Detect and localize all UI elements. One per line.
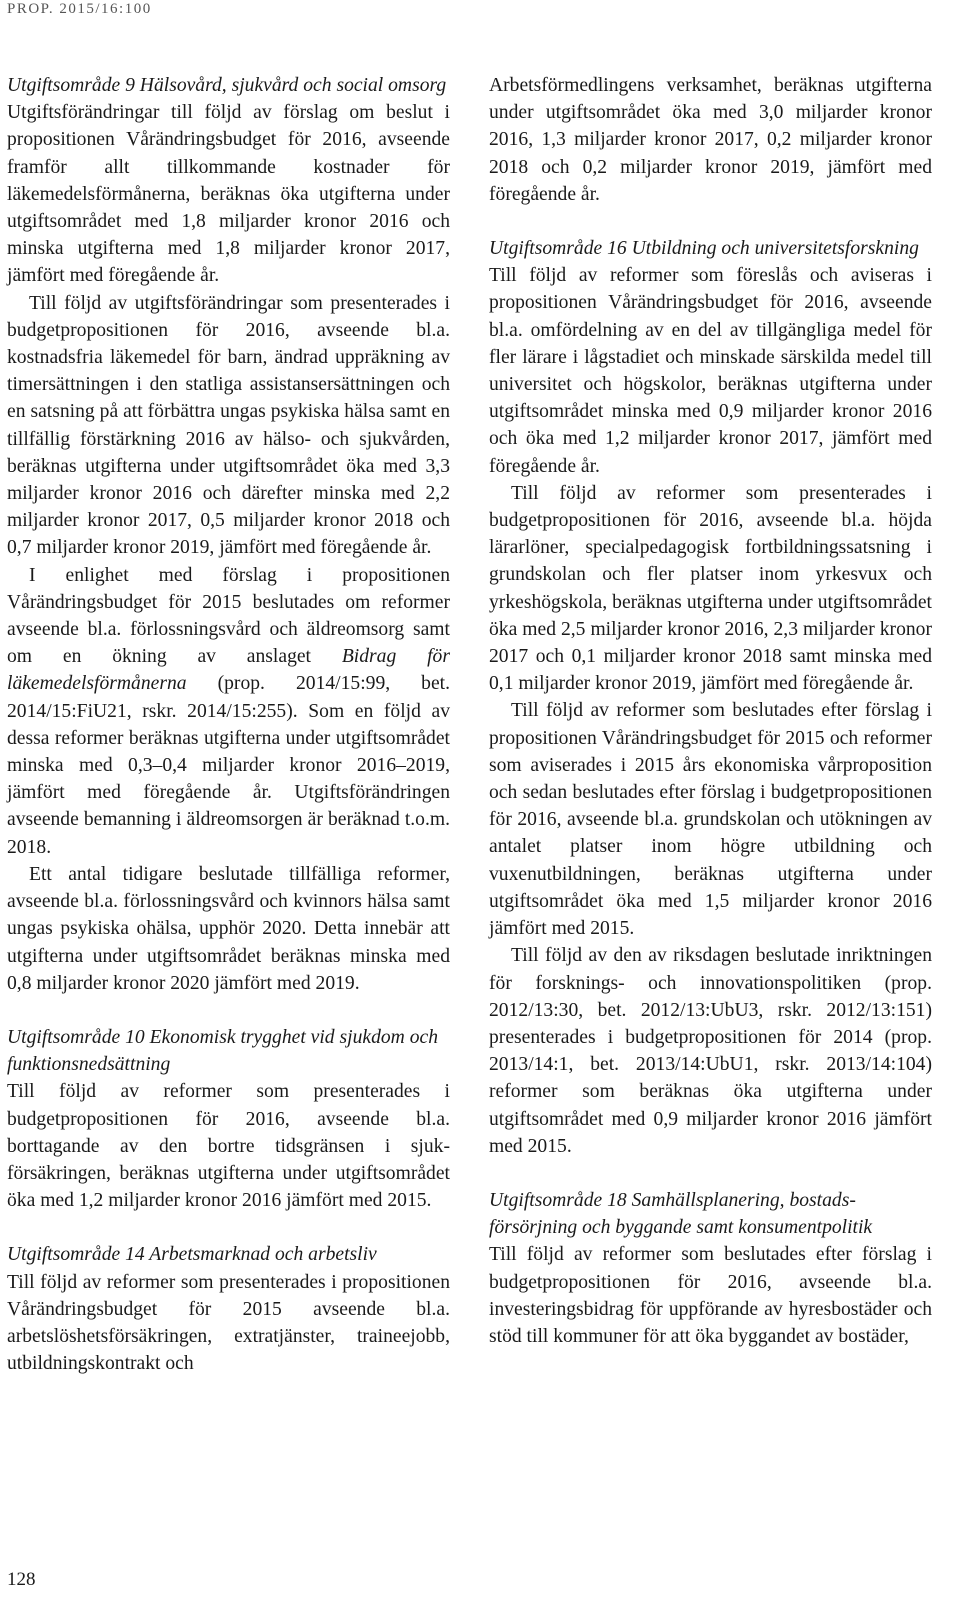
paragraph: Till följd av reformer som beslutades efter förslag i propositionen Vårändringsbudget för 2015 och reformer som aviserades i 2015 års ekonomiska vårproposition och sedan beslutades efter förslag i budgetpropositionen för 2016, avseende bl.a. grundskolan och utökningen av antalet platser inom högre utbildning och vuxenutbildningen, beräknas utgifterna under utgiftsområdet öka med 1,5 miljarder kronor 2016 jämfört med 2015. (489, 700, 932, 940)
section-heading-uo9: Utgiftsområde 9 Hälsovård, sjukvård och social omsorg (7, 75, 447, 96)
section-heading-uo16: Utgiftsområde 16 Utbildning och universitetsforskning (489, 238, 919, 260)
paragraph: Till följd av reformer som presenterades i budgetpropositionen för 2016, avseende bl.a. borttagande av den bortre tidsgränsen i sjukförsäkringen, beräknas utgifterna under utgiftsområdet öka med 1,2 miljarder kronor 2016 jämfört med 2015. (7, 1081, 450, 1212)
paragraph: Ett antal tidigare beslutade tillfälliga reformer, avseende bl.a. förlossningsvård och kvinnors hälsa samt ungas psykiska ohälsa, upphör 2020. Detta innebär att utgifterna under utgiftsområdet beräknas minska med 0,8 miljarder kronor 2020 jämfört med 2019. (7, 863, 450, 994)
section-heading-uo14: Utgiftsområde 14 Arbetsmarknad och arbetsliv (7, 1244, 377, 1266)
paragraph: Till följd av reformer som föreslås och aviseras i propositionen Vårändringsbudget för 2016, avseende bl.a. omfördelning av en del av tillgängliga medel för fler lärare i lågstadiet och minskade särskilda medel till universitet och högskolor, beräknas utgifterna under utgiftsområdet minska med 0,9 miljarder kronor 2016 och öka med 1,2 miljarder kronor 2017, jämfört med föregående år. (489, 265, 932, 477)
left-column (7, 72, 450, 1377)
paragraph: Till följd av reformer som presenterades i propositionen Vårändringsbudget för 2015 avseende bl.a. arbetslöshetsförsäkringen, extratjänster, traineejobb, utbildningskontrakt och (7, 1271, 450, 1375)
paragraph: Arbetsförmedlingens verksamhet, beräknas utgifterna under utgiftsområdet öka med 3,0 miljarder kronor 2016, 1,3 miljarder kronor 2017, 0,2 miljarder kronor 2018 och 0,2 miljarder kronor 2019, jämfört med föregående år. (489, 75, 932, 205)
paragraph: Till följd av den av riksdagen beslutade inriktningen för forsknings- och innovationspolitiken (prop. 2012/13:30, bet. 2012/13:UbU3, rskr. 2012/13:151) presenterades i budgetpropositionen för 2014 (prop. 2013/14:1, bet. 2013/14:UbU1, rskr. 2013/14:104) reformer som beräknas öka utgifterna under utgiftsområdet med 0,9 miljarder kronor 2016 jämfört med 2015. (489, 945, 932, 1157)
paragraph-text: (prop. 2014/15:99, bet. 2014/15:FiU21, rskr. 2014/15:255). Som en följd av dessa reformer beräknas utgifterna under utgiftsområdet minska med 0,3–0,4 miljarder kronor 2016–2019, jämfört med föregående år. Utgiftsförändringen avseende bemanning i äldreomsorgen är beräknad t.o.m. 2018. (7, 673, 450, 858)
paragraph: Till följd av reformer som beslutades efter förslag i budgetpropositionen för 2016, avseende bl.a. investeringsbidrag för uppförande av hyresbostäder och stöd till kommuner för att öka byggandet av bostäder, (489, 1244, 932, 1347)
paragraph (7, 562, 450, 861)
right-column (489, 72, 932, 1350)
paragraph: Utgiftsförändringar till följd av förslag om beslut i propositionen Vårändringsbudget för 2016, avseende framför allt tillkommande kostnader för läkemedelsförmånerna, beräknas öka utgifterna under utgiftsområdet med 1,8 miljarder kronor 2016 och minska utgifterna med 1,8 miljarder kronor 2017, jämfört med föregående år. (7, 102, 450, 287)
page-number: 128 (7, 1569, 36, 1590)
section-heading-uo10: Utgiftsområde 10 Ekonomisk trygghet vid sjukdom och funktionsnedsättning (7, 1026, 438, 1076)
running-head: PROP. 2015/16:100 (7, 1, 152, 17)
section-heading-uo18: Utgiftsområde 18 Samhällsplanering, bostadsförsörjning och byggande samt konsumentpolitik (489, 1189, 873, 1239)
paragraph: Till följd av reformer som presenterades i budgetpropositionen för 2016, avseende bl.a. höjda lärarlöner, specialpedagogisk fortbildningssatsning i grundskolan och fler platser inom yrkesvux och yrkeshögskola, beräknas utgifterna under utgiftsområdet öka med 2,5 miljarder kronor 2016, 2,3 miljarder kronor 2017 och 0,1 miljarder kronor 2018 samt minska med 0,1 miljarder kronor 2019, jämfört med föregående år. (489, 482, 932, 695)
paragraph: Till följd av utgiftsförändringar som presenterades i budgetpropositionen för 2016, avseende bl.a. kostnadsfria läkemedel för barn, ändrad uppräkning av timersättningen i den statliga assistansersättningen och en satsning på att förbättra ungas psykiska hälsa samt en tillfällig förstärkning 2016 av hälso- och sjukvården, beräknas utgifterna under utgiftsområdet öka med 3,3 miljarder kronor 2016 och därefter minska med 2,2 miljarder kronor 2017, 0,5 miljarder kronor 2018 och 0,7 miljarder kronor 2019, jämfört med föregående år. (7, 292, 450, 559)
paragraph-text: I enlighet med förslag i propositionen Vårändringsbudget för 2015 beslutades om reformer avseende bl.a. förlossningsvård och äldreomsorg samt om en ökning av anslaget (7, 564, 450, 668)
appropriation-name: Bidrag för läkemedelsförmånerna (7, 646, 450, 695)
